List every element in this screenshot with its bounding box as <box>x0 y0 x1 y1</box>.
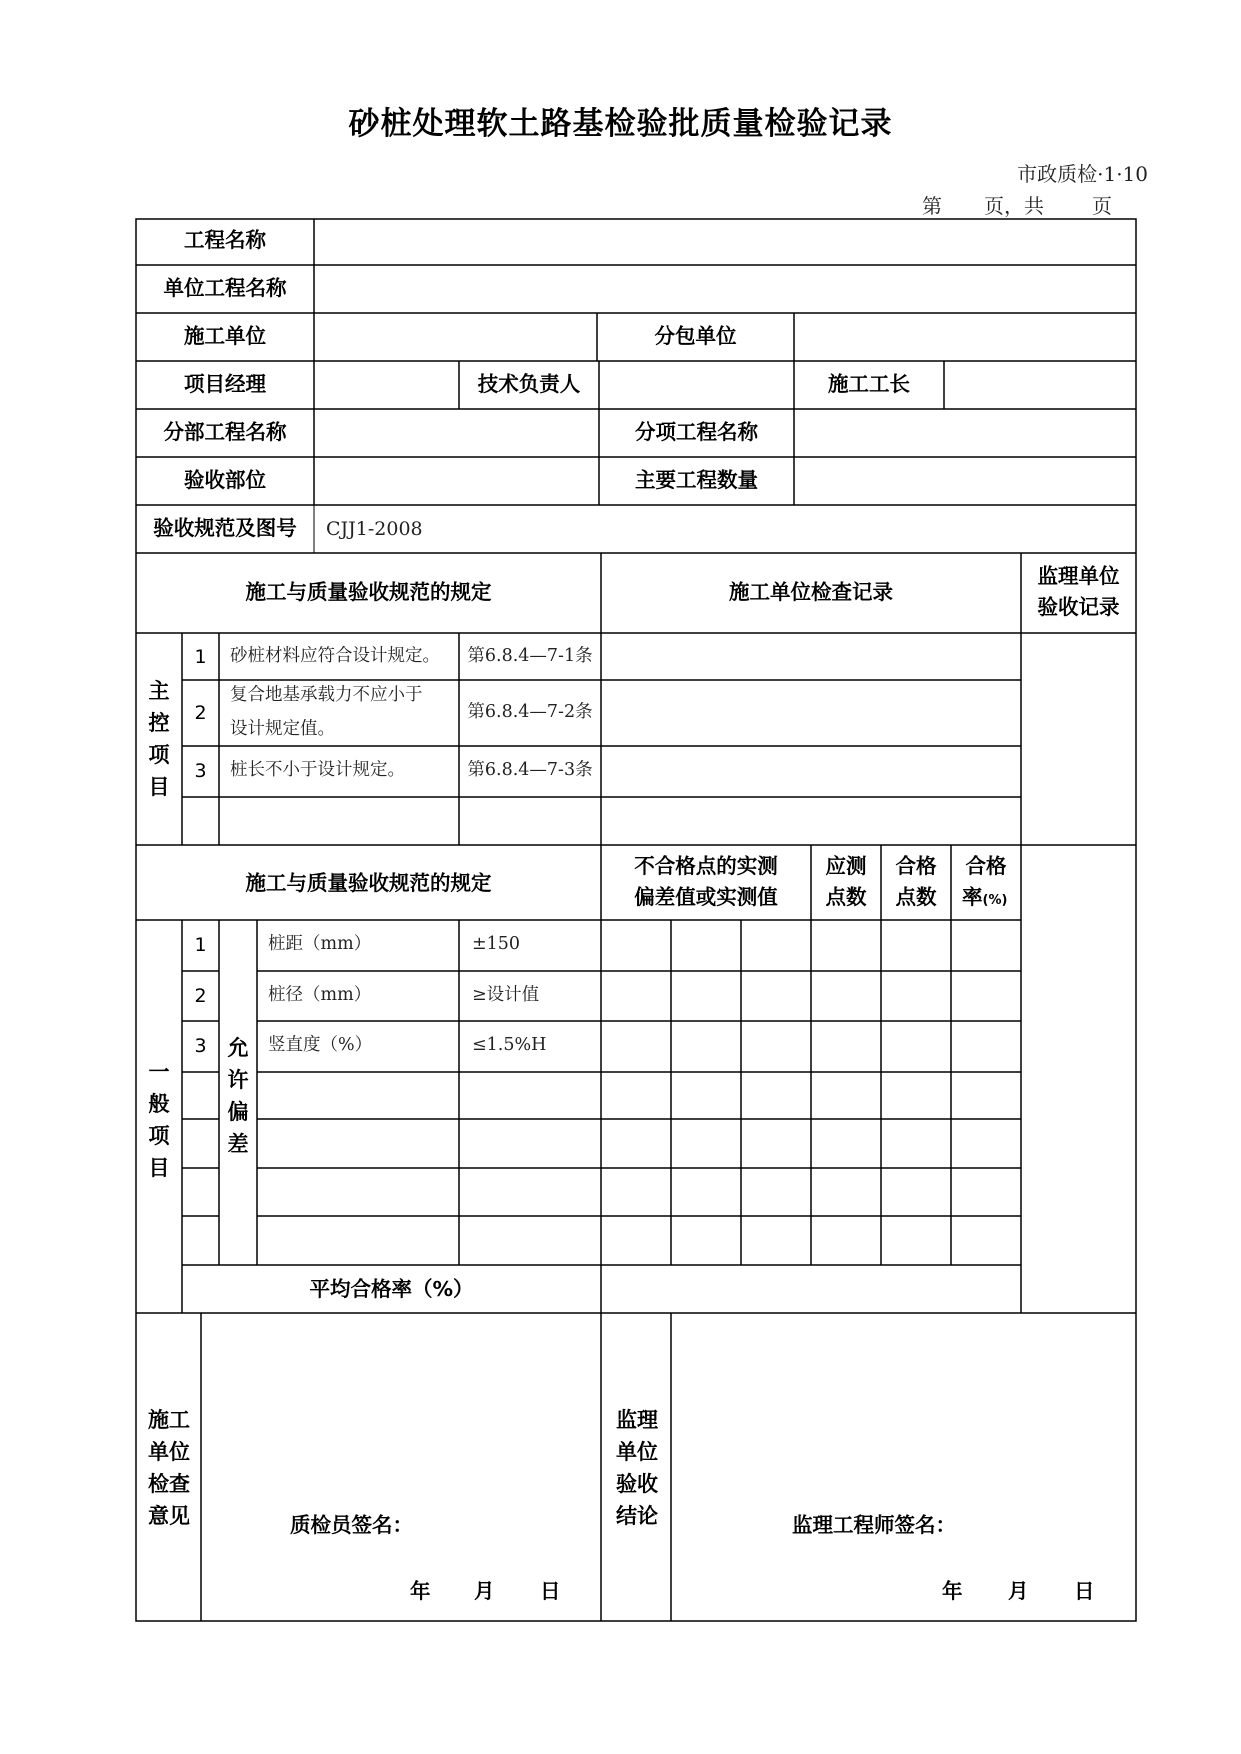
general-col-passed-2: 点数 <box>895 885 937 909</box>
tech-lead-label: 技术负责人 <box>477 372 581 396</box>
standard-label: 验收规范及图号 <box>153 516 297 540</box>
main-item-3-no: 3 <box>194 760 207 782</box>
main-item-2-no: 2 <box>194 702 207 724</box>
main-col-check: 施工单位检查记录 <box>729 580 893 604</box>
subdivision-label: 分项工程名称 <box>635 420 758 444</box>
contractor-day: 日 <box>540 1579 561 1603</box>
page-di: 第 <box>922 194 942 218</box>
general-col-deviation-1: 不合格点的实测 <box>634 854 778 878</box>
general-col-required-1: 应测 <box>825 854 867 878</box>
main-item-3-clause: 第6.8.4—7-3条 <box>467 760 593 780</box>
supervisor-month: 月 <box>1008 1579 1029 1603</box>
standard-value: CJJ1-2008 <box>326 518 423 540</box>
general-item-1-no: 1 <box>194 934 207 956</box>
main-item-1-text: 砂桩材料应符合设计规定。 <box>230 646 440 666</box>
contractor-year: 年 <box>410 1579 431 1603</box>
supervisor-conclusion-label: 监理单位验收结论 <box>616 1408 658 1528</box>
general-item-2-value: ≥设计值 <box>472 985 540 1005</box>
general-item-2-no: 2 <box>194 985 207 1007</box>
main-side-label: 主控项目 <box>148 679 170 799</box>
general-col-rate-2: 率(%) <box>962 885 1008 909</box>
main-item-2-clause: 第6.8.4—7-2条 <box>467 702 593 722</box>
general-col-deviation-2: 偏差值或实测值 <box>634 885 778 909</box>
general-item-1-value: ±150 <box>472 934 521 954</box>
main-item-1-no: 1 <box>194 646 207 668</box>
main-item-2-text-2: 设计规定值。 <box>230 719 335 739</box>
location-label: 验收部位 <box>184 468 266 492</box>
general-col-spec: 施工与质量验收规范的规定 <box>245 871 492 895</box>
inspector-signature-label: 质检员签名： <box>290 1513 413 1537</box>
general-side-label: 一般项目 <box>148 1060 170 1180</box>
general-col-passed-1: 合格 <box>895 854 937 878</box>
foreman-label: 施工工长 <box>828 372 910 396</box>
page-ye-gong: 页，共 <box>984 194 1044 218</box>
engineer-signature-label: 监理工程师签名： <box>792 1513 956 1537</box>
main-item-3-text: 桩长不小于设计规定。 <box>230 760 405 780</box>
tolerance-label: 允许偏差 <box>227 1036 249 1156</box>
supervisor-day: 日 <box>1074 1579 1095 1603</box>
main-col-spec: 施工与质量验收规范的规定 <box>245 580 492 604</box>
general-item-3-name: 竖直度（%） <box>268 1035 373 1055</box>
general-col-required-2: 点数 <box>825 885 867 909</box>
division-label: 分部工程名称 <box>163 420 287 444</box>
manager-label: 项目经理 <box>184 372 266 396</box>
page-ye: 页 <box>1092 194 1112 218</box>
contractor-month: 月 <box>474 1579 495 1603</box>
quantity-label: 主要工程数量 <box>635 468 758 492</box>
main-col-supervisor-1: 监理单位 <box>1037 564 1120 588</box>
contractor-opinion-label: 施工单位检查意见 <box>148 1408 190 1528</box>
project-name-label: 工程名称 <box>184 228 266 252</box>
main-col-supervisor-2: 验收记录 <box>1037 595 1120 619</box>
unit-project-label: 单位工程名称 <box>163 276 287 300</box>
main-item-1-clause: 第6.8.4—7-1条 <box>467 646 593 666</box>
general-item-2-name: 桩径（mm） <box>268 985 372 1005</box>
general-col-rate-1: 合格 <box>965 854 1007 878</box>
contractor-label: 施工单位 <box>184 324 266 348</box>
page-title: 砂桩处理软土路基检验批质量检验记录 <box>348 106 893 142</box>
supervisor-year: 年 <box>942 1579 963 1603</box>
general-item-3-no: 3 <box>194 1035 207 1057</box>
avg-pass-rate-label: 平均合格率（%） <box>309 1277 474 1301</box>
general-item-1-name: 桩距（mm） <box>268 934 372 954</box>
subcontractor-label: 分包单位 <box>654 324 737 348</box>
form-code: 市政质检·1·10 <box>1017 162 1148 186</box>
main-item-2-text-1: 复合地基承载力不应小于 <box>230 685 423 705</box>
general-item-3-value: ≤1.5%H <box>472 1035 547 1055</box>
